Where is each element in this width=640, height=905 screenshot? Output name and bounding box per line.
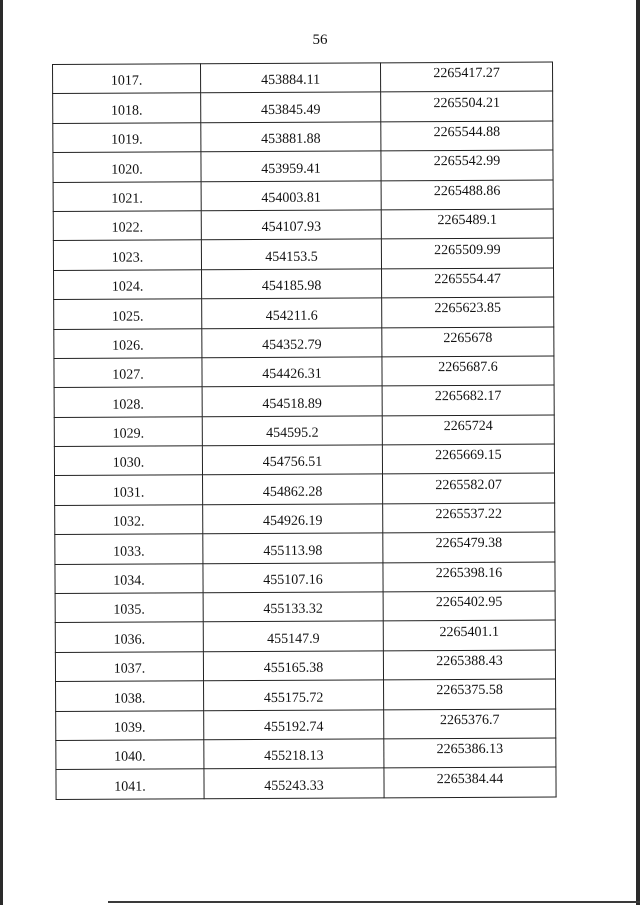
x-coordinate-cell: 455113.98	[203, 533, 383, 563]
y-coordinate-cell: 2265488.86	[381, 180, 553, 210]
point-number-cell: 1028.	[54, 387, 202, 417]
y-coordinate-cell: 2265489.1	[381, 209, 553, 239]
point-number-cell: 1031.	[55, 475, 203, 505]
table-row	[55, 591, 555, 623]
table-row	[55, 532, 555, 564]
point-number-cell: 1021.	[53, 181, 201, 211]
point-number-cell: 1038.	[56, 681, 204, 711]
page-number: 56	[312, 32, 328, 48]
coordinates-table	[52, 62, 557, 800]
table-row	[55, 474, 555, 506]
x-coordinate-cell: 455133.32	[203, 592, 383, 622]
point-number-cell: 1030.	[54, 446, 202, 476]
table-row	[55, 650, 555, 682]
x-coordinate-cell: 454926.19	[203, 504, 383, 534]
table-row	[54, 268, 554, 300]
x-coordinate-cell: 454862.28	[203, 474, 383, 504]
point-number-cell: 1029.	[54, 416, 202, 446]
y-coordinate-cell: 2265582.07	[383, 474, 555, 504]
table-row	[55, 562, 555, 594]
point-number-cell: 1019.	[53, 123, 201, 153]
y-coordinate-cell: 2265544.88	[381, 121, 553, 151]
y-coordinate-cell: 2265554.47	[382, 268, 554, 298]
coordinates-table-body	[53, 62, 557, 799]
scan-border-right	[636, 0, 640, 905]
table-row	[56, 767, 556, 799]
point-number-cell: 1024.	[54, 270, 202, 300]
x-coordinate-cell: 455218.13	[204, 739, 384, 769]
x-coordinate-cell: 455107.16	[203, 563, 383, 593]
table-row	[53, 238, 553, 270]
y-coordinate-cell: 2265687.6	[382, 356, 554, 386]
y-coordinate-cell: 2265678	[382, 327, 554, 357]
x-coordinate-cell: 455243.33	[204, 768, 384, 798]
x-coordinate-cell: 453959.41	[201, 151, 381, 181]
y-coordinate-cell: 2265682.17	[382, 385, 554, 415]
table-row	[56, 679, 556, 711]
x-coordinate-cell: 455165.38	[203, 651, 383, 681]
x-coordinate-cell: 454153.5	[201, 239, 381, 269]
y-coordinate-cell: 2265375.58	[384, 679, 556, 709]
point-number-cell: 1034.	[55, 563, 203, 593]
table-row	[56, 738, 556, 770]
x-coordinate-cell: 454003.81	[201, 180, 381, 210]
y-coordinate-cell: 2265384.44	[384, 767, 556, 797]
point-number-cell: 1027.	[54, 358, 202, 388]
x-coordinate-cell: 454352.79	[202, 327, 382, 357]
table-row	[54, 327, 554, 359]
y-coordinate-cell: 2265537.22	[383, 503, 555, 533]
table-row	[53, 150, 553, 182]
x-coordinate-cell: 454211.6	[202, 298, 382, 328]
y-coordinate-cell: 2265669.15	[382, 444, 554, 474]
x-coordinate-cell: 455175.72	[204, 680, 384, 710]
table-row	[54, 356, 554, 388]
table-row	[55, 620, 555, 652]
point-number-cell: 1036.	[55, 622, 203, 652]
table-row	[54, 415, 554, 447]
x-coordinate-cell: 453881.88	[201, 122, 381, 152]
table-row	[53, 62, 553, 94]
scan-border-left	[0, 0, 3, 905]
point-number-cell: 1023.	[53, 240, 201, 270]
y-coordinate-cell: 2265386.13	[384, 738, 556, 768]
y-coordinate-cell: 2265542.99	[381, 150, 553, 180]
y-coordinate-cell: 2265509.99	[381, 238, 553, 268]
table-row	[54, 385, 554, 417]
point-number-cell: 1040.	[56, 740, 204, 770]
y-coordinate-cell: 2265376.7	[384, 709, 556, 739]
x-coordinate-cell: 453884.11	[201, 63, 381, 93]
x-coordinate-cell: 454518.89	[202, 386, 382, 416]
y-coordinate-cell: 2265623.85	[382, 297, 554, 327]
point-number-cell: 1033.	[55, 534, 203, 564]
x-coordinate-cell: 455147.9	[203, 621, 383, 651]
table-row	[54, 444, 554, 476]
x-coordinate-cell: 454756.51	[202, 445, 382, 475]
y-coordinate-cell: 2265398.16	[383, 562, 555, 592]
y-coordinate-cell: 2265724	[382, 415, 554, 445]
table-row	[54, 297, 554, 329]
x-coordinate-cell: 454426.31	[202, 357, 382, 387]
point-number-cell: 1035.	[55, 593, 203, 623]
x-coordinate-cell: 453845.49	[201, 92, 381, 122]
y-coordinate-cell: 2265388.43	[383, 650, 555, 680]
table-row	[53, 121, 553, 153]
point-number-cell: 1025.	[54, 299, 202, 329]
point-number-cell: 1037.	[55, 652, 203, 682]
point-number-cell: 1018.	[53, 93, 201, 123]
x-coordinate-cell: 454107.93	[201, 210, 381, 240]
x-coordinate-cell: 454595.2	[202, 416, 382, 446]
y-coordinate-cell: 2265479.38	[383, 532, 555, 562]
y-coordinate-cell: 2265504.21	[381, 91, 553, 121]
point-number-cell: 1032.	[55, 505, 203, 535]
point-number-cell: 1039.	[56, 710, 204, 740]
point-number-cell: 1017.	[53, 64, 201, 94]
coordinates-table-container	[52, 62, 556, 800]
point-number-cell: 1041.	[56, 769, 204, 799]
point-number-cell: 1022.	[53, 211, 201, 241]
table-row	[55, 503, 555, 535]
scan-border-bottom	[108, 901, 640, 903]
y-coordinate-cell: 2265401.1	[383, 620, 555, 650]
table-row	[53, 91, 553, 123]
table-row	[53, 209, 553, 241]
y-coordinate-cell: 2265417.27	[380, 62, 552, 92]
point-number-cell: 1020.	[53, 152, 201, 182]
point-number-cell: 1026.	[54, 328, 202, 358]
x-coordinate-cell: 454185.98	[202, 269, 382, 299]
table-row	[56, 709, 556, 741]
table-row	[53, 180, 553, 212]
x-coordinate-cell: 455192.74	[204, 709, 384, 739]
y-coordinate-cell: 2265402.95	[383, 591, 555, 621]
